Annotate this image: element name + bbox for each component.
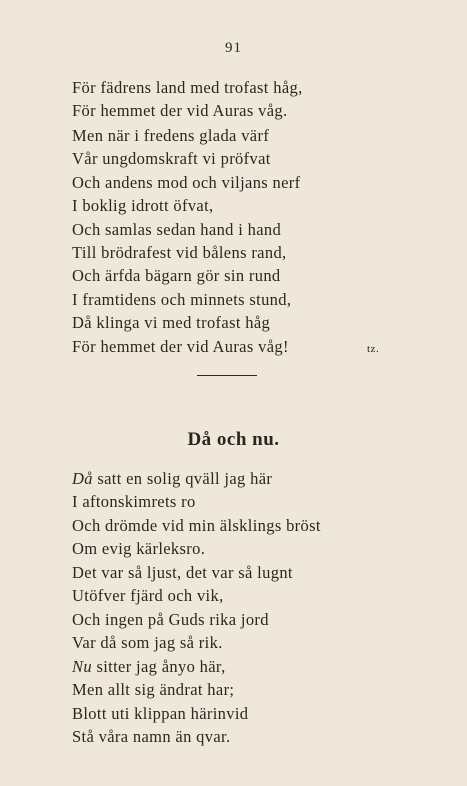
verse-line: I boklig idrott öfvat, bbox=[72, 196, 214, 216]
poem-title: Då och nu. bbox=[187, 429, 280, 450]
verse-line: Om evig kärleksro. bbox=[72, 539, 206, 559]
verse-line: Och samlas sedan hand i hand bbox=[72, 219, 282, 239]
verse-line-rest: sitter jag ånyo här, bbox=[91, 657, 226, 676]
verse-line: För hemmet der vid Auras våg! bbox=[72, 336, 289, 356]
verse-line: I framtidens och minnets stund, bbox=[72, 289, 292, 309]
verse-line: Utöfver fjärd och vik, bbox=[72, 586, 224, 606]
verse-line: Och andens mod och viljans nerf bbox=[72, 172, 301, 192]
verse-line: Till brödrafest vid bålens rand, bbox=[72, 243, 287, 263]
stanza-1 bbox=[72, 76, 402, 123]
verse-line bbox=[72, 467, 402, 490]
verse-line: Stå våra namn än qvar. bbox=[72, 727, 231, 747]
verse-line: För fädrens land med trofast håg, bbox=[72, 78, 303, 97]
verse-line-rest: satt en solig qväll jag här bbox=[92, 469, 273, 488]
verse-line: Var då som jag så rik. bbox=[72, 633, 223, 653]
verse-line: Och ärfda bägarn gör sin rund bbox=[72, 266, 281, 286]
lead-word: Nu bbox=[72, 657, 92, 676]
verse-line: Men när i fredens glada värf bbox=[72, 126, 270, 145]
stanza-4 bbox=[72, 561, 402, 655]
section-divider bbox=[197, 375, 257, 376]
lead-word: Då bbox=[72, 469, 93, 488]
verse-line: Vår ungdomskraft vi pröfvat bbox=[72, 149, 271, 169]
stanza-3 bbox=[72, 467, 402, 561]
verse-line: Blott uti klippan härinvid bbox=[72, 703, 249, 723]
verse-line: Då klinga vi med trofast håg bbox=[72, 313, 271, 333]
verse-line: Och ingen på Guds rika jord bbox=[72, 609, 269, 629]
stanza-2 bbox=[72, 124, 402, 358]
verse-line: I aftonskimrets ro bbox=[72, 492, 196, 512]
verse-line: Det var så ljust, det var så lugnt bbox=[72, 563, 293, 582]
stanza-5 bbox=[72, 655, 402, 749]
verse-line bbox=[72, 655, 402, 678]
verse-line: För hemmet der vid Auras våg. bbox=[72, 101, 288, 121]
page-number: 91 bbox=[225, 40, 242, 56]
author-signature: tz. bbox=[367, 343, 380, 355]
verse-line: Men allt sig ändrat har; bbox=[72, 680, 235, 700]
verse-line: Och drömde vid min älsklings bröst bbox=[72, 515, 321, 535]
